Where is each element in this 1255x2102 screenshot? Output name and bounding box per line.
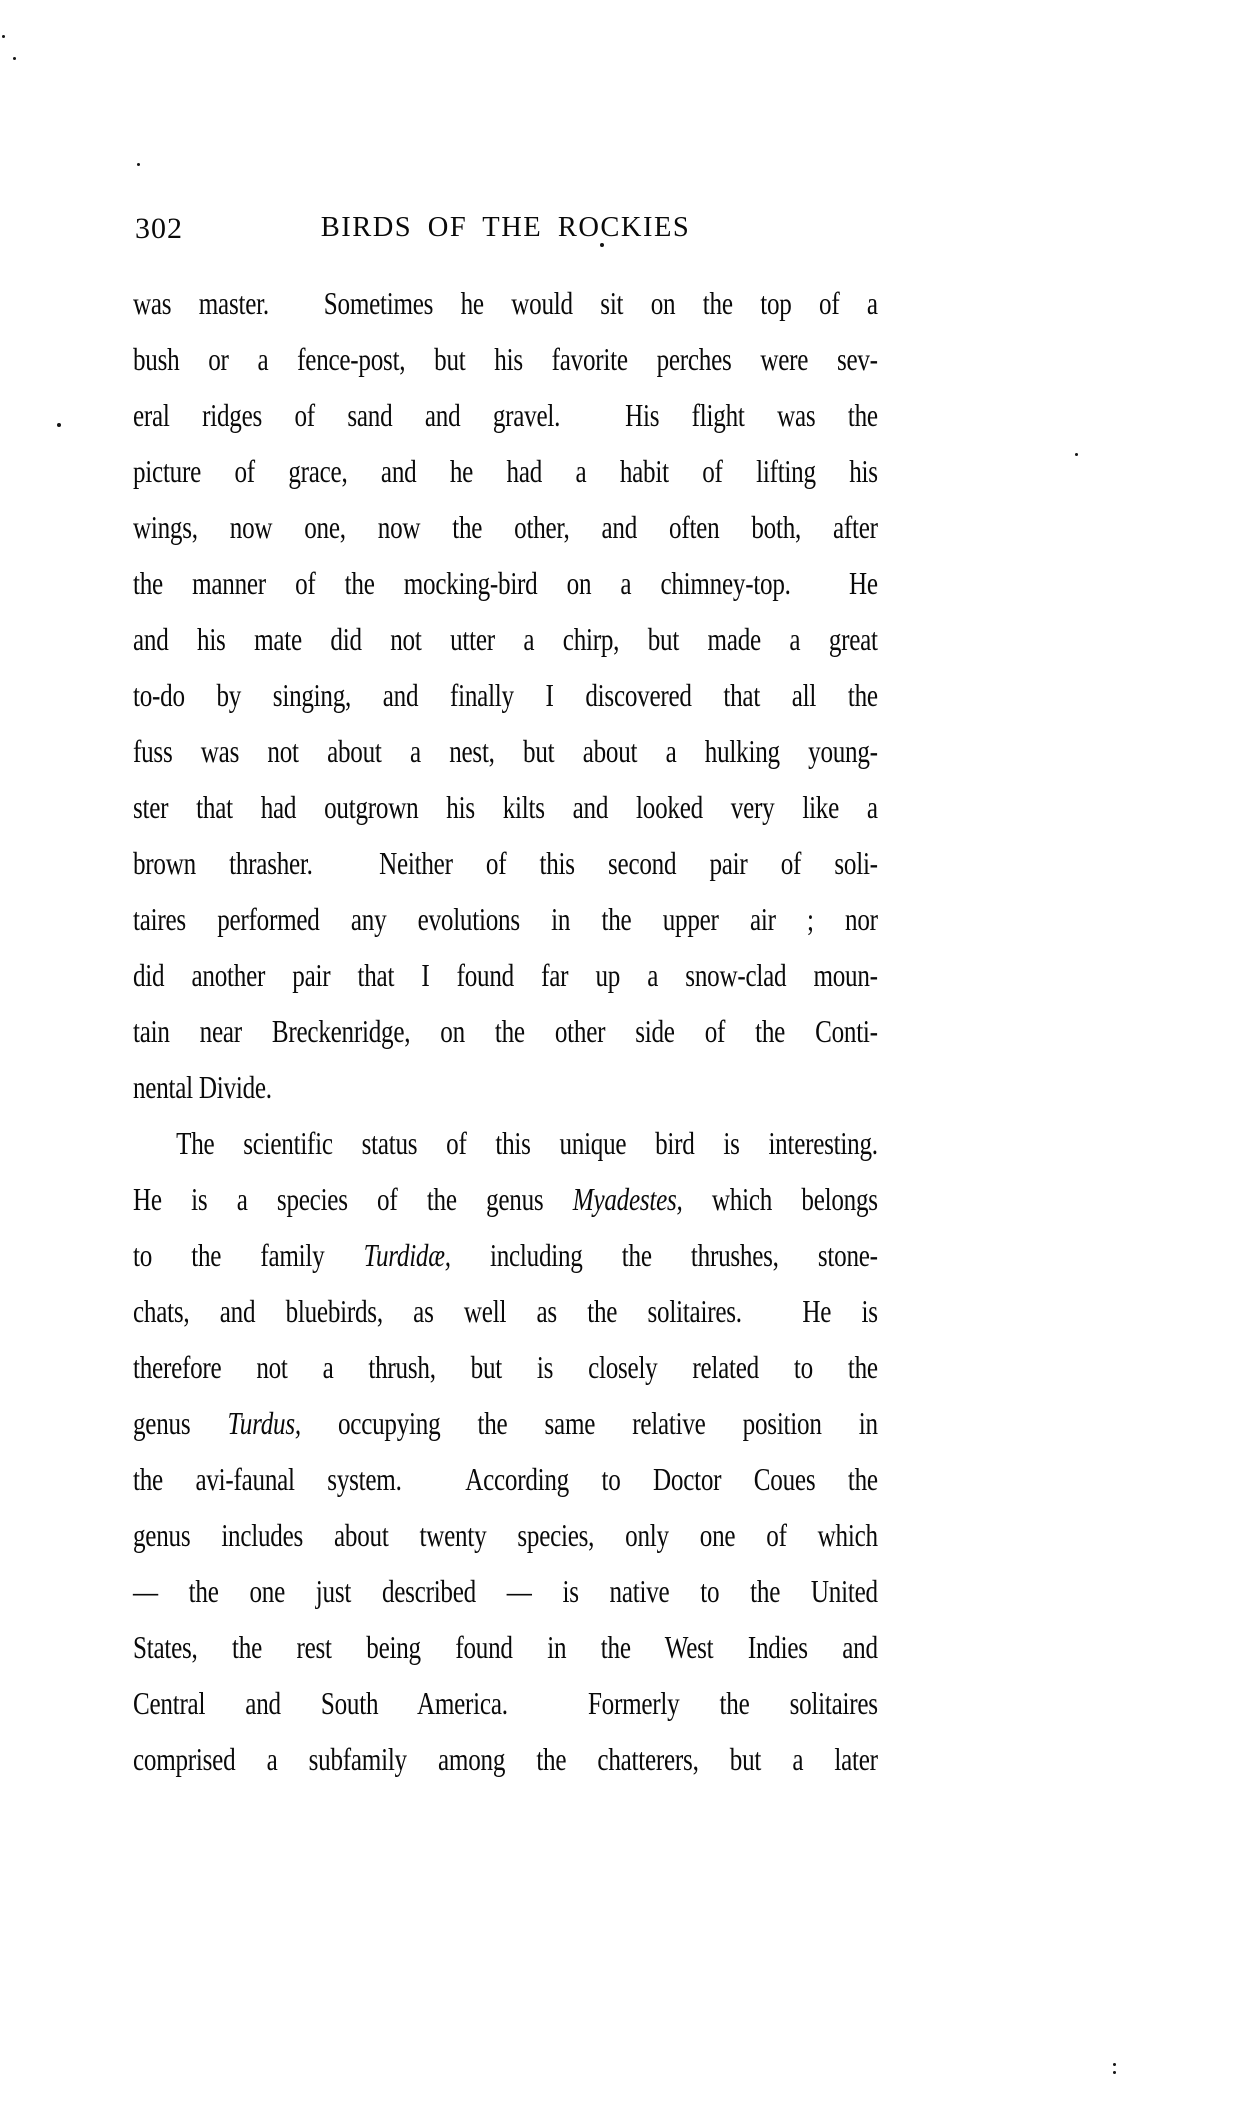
text-line xyxy=(133,723,878,779)
text-segment: eral ridges of sand and gravel. His flight was the xyxy=(133,397,878,433)
text-line xyxy=(133,275,878,331)
page-body xyxy=(133,275,878,1787)
text-line xyxy=(133,779,878,835)
paragraph xyxy=(133,275,878,1115)
text-segment: was master. Sometimes he would sit on the top of a xyxy=(133,285,878,321)
text-line xyxy=(133,499,878,555)
ink-speck xyxy=(1113,2071,1116,2074)
text-segment: nental Divide. xyxy=(133,1069,272,1105)
text-segment: the manner of the mocking-bird on a chimney-top. He xyxy=(133,565,878,601)
italic-text: Turdidæ, xyxy=(363,1237,451,1273)
text-segment: tain near Breckenridge, on the other side of the Conti- xyxy=(133,1013,878,1049)
text-segment: genus xyxy=(133,1405,228,1441)
text-line xyxy=(133,1563,878,1619)
text-segment: which belongs xyxy=(682,1181,878,1217)
page-header xyxy=(133,212,878,248)
ink-speck xyxy=(1113,2063,1116,2066)
text-line xyxy=(133,1507,878,1563)
text-line xyxy=(133,1227,878,1283)
text-line xyxy=(133,387,878,443)
text-segment: He is a species of the genus xyxy=(133,1181,573,1217)
text-segment: including the thrushes, stone- xyxy=(450,1237,878,1273)
text-segment: bush or a fence-post, but his favorite perches were sev- xyxy=(133,341,878,377)
text-segment: to the family xyxy=(133,1237,364,1273)
ink-speck xyxy=(2,35,5,38)
text-line xyxy=(133,443,878,499)
text-line xyxy=(133,1171,878,1227)
text-segment: wings, now one, now the other, and often both, after xyxy=(133,509,878,545)
text-line xyxy=(133,1339,878,1395)
text-segment: brown thrasher. Neither of this second pair of soli- xyxy=(133,845,878,881)
ink-speck xyxy=(1075,453,1078,456)
text-line xyxy=(133,1283,878,1339)
text-line xyxy=(133,1395,878,1451)
running-title: BIRDS OF THE ROCKIES xyxy=(320,212,691,243)
page-number: 302 xyxy=(135,212,183,245)
text-line xyxy=(133,1619,878,1675)
text-segment: comprised a subfamily among the chatterers, but a later xyxy=(133,1741,878,1777)
ink-speck xyxy=(137,163,140,166)
text-segment: taires performed any evolutions in the upper air ; nor xyxy=(133,901,878,937)
ink-speck xyxy=(600,243,604,247)
text-line xyxy=(133,835,878,891)
text-line xyxy=(133,667,878,723)
text-line xyxy=(133,611,878,667)
text-line xyxy=(133,1675,878,1731)
text-segment: Central and South America. Formerly the solitaires xyxy=(133,1685,878,1721)
paragraph xyxy=(133,1115,878,1787)
text-segment: therefore not a thrush, but is closely related to the xyxy=(133,1349,878,1385)
text-line xyxy=(133,1115,878,1171)
text-line xyxy=(133,331,878,387)
text-line xyxy=(133,555,878,611)
text-line xyxy=(133,1451,878,1507)
text-line xyxy=(133,1731,878,1787)
text-segment: occupying the same relative position in xyxy=(300,1405,878,1441)
text-segment: to-do by singing, and finally I discovered that all the xyxy=(133,677,878,713)
text-segment: fuss was not about a nest, but about a hulking young- xyxy=(133,733,878,769)
text-segment: ster that had outgrown his kilts and looked very like a xyxy=(133,789,878,825)
text-line xyxy=(133,947,878,1003)
text-segment: and his mate did not utter a chirp, but made a great xyxy=(133,621,878,657)
text-segment: The scientific status of this unique bird is interesting. xyxy=(176,1125,878,1161)
text-line xyxy=(133,891,878,947)
text-line xyxy=(133,1059,878,1115)
text-line xyxy=(133,1003,878,1059)
italic-text: Myadestes, xyxy=(572,1181,683,1217)
text-segment: chats, and bluebirds, as well as the solitaires. He is xyxy=(133,1293,878,1329)
text-segment: States, the rest being found in the West Indies and xyxy=(133,1629,878,1665)
ink-speck xyxy=(13,57,16,60)
text-segment: did another pair that I found far up a snow-clad moun- xyxy=(133,957,878,993)
text-segment: — the one just described — is native to the United xyxy=(133,1573,878,1609)
ink-speck xyxy=(57,423,61,427)
text-segment: genus includes about twenty species, only one of which xyxy=(133,1517,878,1553)
text-segment: the avi-faunal system. According to Doctor Coues the xyxy=(133,1461,878,1497)
italic-text: Turdus, xyxy=(227,1405,301,1441)
text-segment: picture of grace, and he had a habit of lifting his xyxy=(133,453,878,489)
